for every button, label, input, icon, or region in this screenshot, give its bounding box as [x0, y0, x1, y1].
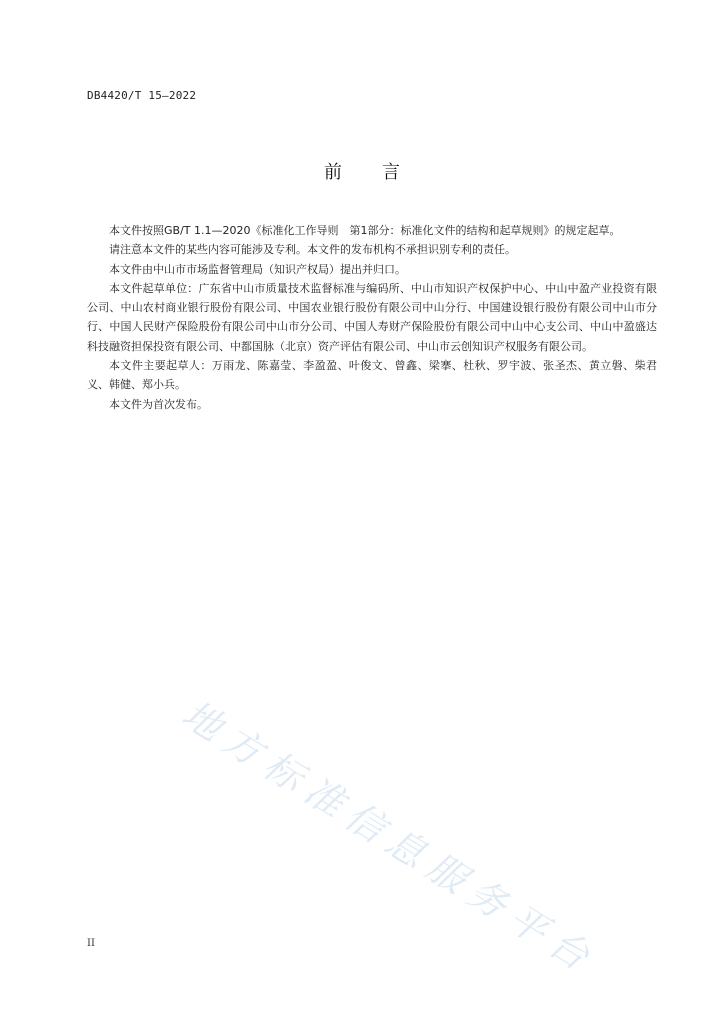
paragraph-proposer: 本文件由中山市市场监督管理局（知识产权局）提出并归口。 [109, 262, 406, 276]
page-title [0, 158, 724, 184]
paragraph-patent-notice: 请注意本文件的某些内容可能涉及专利。本文件的发布机构不承担识别专利的责任。 [109, 243, 516, 257]
foreword-body [87, 221, 657, 414]
title-char-2: 言 [382, 162, 400, 183]
document-code: DB4420/T 15—2022 [87, 89, 197, 102]
title-char-1: 前 [324, 162, 342, 183]
paragraph-drafters: 本文件主要起草人：万雨龙、陈嘉莹、李盈盈、叶俊文、曾鑫、梁搴、杜秋、罗宇波、张圣杰、黄立磐、柴君义、韩健、郑小兵。 [87, 359, 657, 392]
paragraph-drafting-rules: 本文件按照GB/T 1.1—2020《标准化工作导则 第1部分：标准化文件的结构和起草规则》的规定起草。 [109, 224, 621, 237]
paragraph-first-release: 本文件为首次发布。 [109, 397, 208, 411]
page-number: II [87, 938, 95, 949]
paragraph-drafting-units: 本文件起草单位：广东省中山市质量技术监督标准与编码所、中山市知识产权保护中心、中山中盈产业投资有限公司、中山农村商业银行股份有限公司、中国农业银行股份有限公司中山分行、中国建设银行股份有限公司中山市分行、中国人民财产保险股份有限公司中山市分公司、中国人寿财产保险股份有限公司中山中心支公司、中山中盈盛达科技融资担保投资有限公司、中都国脉（北京）资产评估有限公司、中山市云创知识产权服务有限公司。 [87, 281, 657, 353]
watermark: 地方标准信息服务平台 [174, 691, 605, 984]
